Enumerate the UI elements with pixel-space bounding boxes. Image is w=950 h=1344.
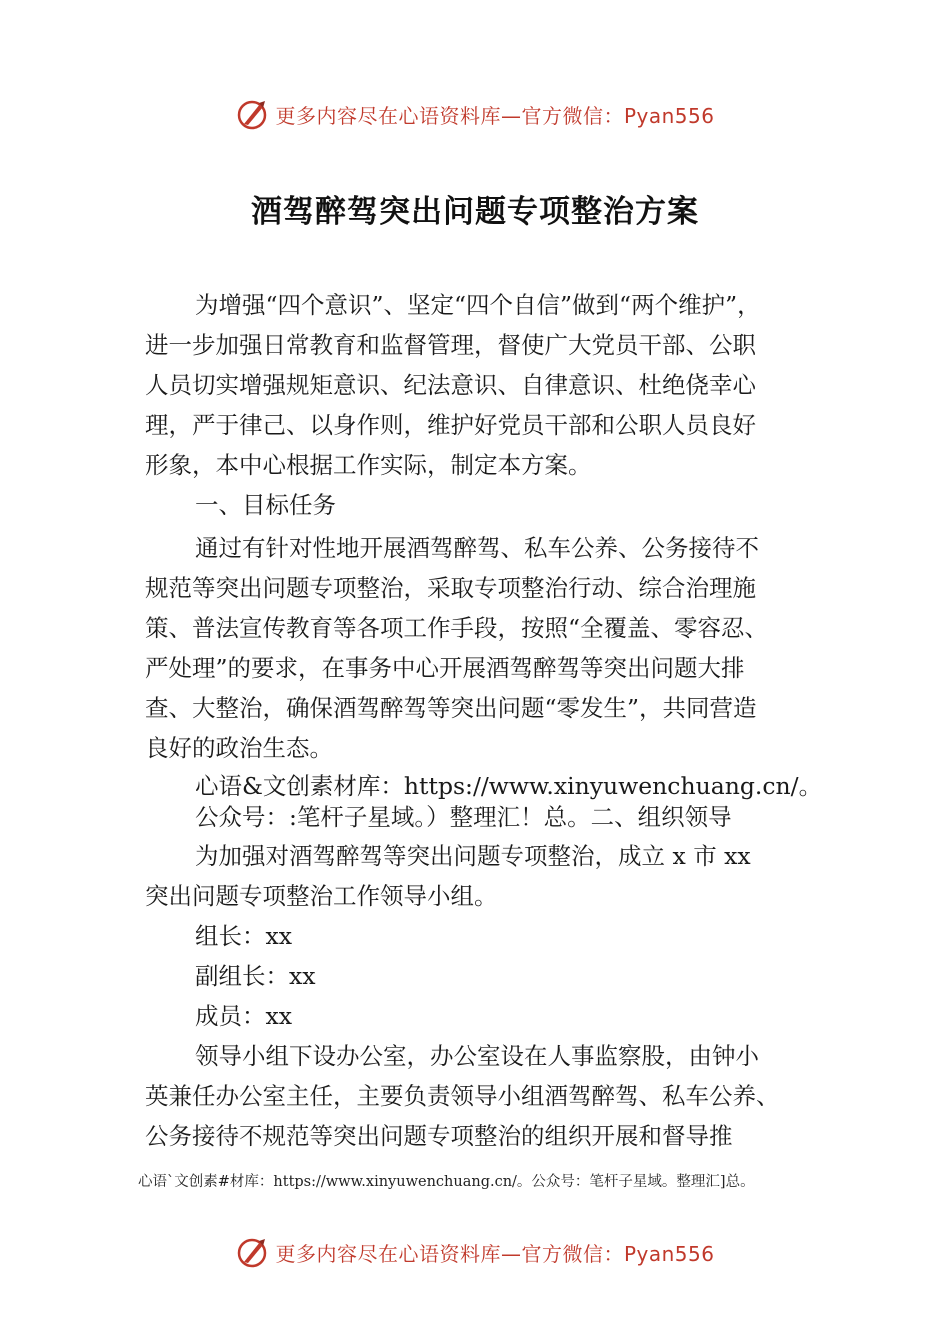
document-body (145, 285, 823, 1156)
paragraph-line: 领导小组下设办公室，办公室设在人事监察股，由钟小 (195, 1042, 759, 1070)
paragraph-line: 公务接待不规范等突出问题专项整治的组织开展和督导推 (145, 1122, 733, 1150)
member-line: 成员：xx (195, 1002, 293, 1030)
paragraph-line: 人员切实增强规矩意识、纪法意识、自律意识、杜绝侥幸心 (145, 371, 756, 399)
paragraph-line: 良好的政治生态。 (145, 734, 333, 762)
paragraph-line: 查、大整治，确保酒驾醉驾等突出问题“零发生”，共同营造 (145, 694, 757, 722)
paragraph-line: 策、普法宣传教育等各项工作手段，按照“全覆盖、零容忍、 (145, 614, 769, 642)
document-title: 酒驾醉驾突出问题专项整治方案 (251, 194, 699, 230)
paragraph-line: 英兼任办公室主任，主要负责领导小组酒驾醉驾、私车公养、 (145, 1082, 780, 1110)
member-line: 组长：xx (195, 922, 293, 950)
member-line: 副组长：xx (195, 962, 316, 990)
quill-logo-icon (235, 1235, 269, 1269)
watermark-line: 心语&文创素材库：https://www.xinyuwenchuang.cn/。 (195, 772, 823, 800)
paragraph-line: 规范等突出问题专项整治，采取专项整治行动、综合治理施 (145, 574, 756, 602)
paragraph-line: 形象，本中心根据工作实际，制定本方案。 (145, 451, 592, 479)
paragraph-line: 严处理”的要求，在事务中心开展酒驾醉驾等突出问题大排 (145, 654, 745, 682)
footer-watermark: 心语`文创素#材库：https://www.xinyuwenchuang.cn/。公众号：笔杆子星域。整理汇]总。 (138, 1174, 755, 1190)
header-banner (0, 94, 950, 134)
paragraph-line: 进一步加强日常教育和监督管理，督使广大党员干部、公职 (145, 331, 756, 359)
paragraph-line: 突出问题专项整治工作领导小组。 (145, 882, 498, 910)
section-heading: 一、目标任务 (195, 491, 336, 519)
paragraph-line: 通过有针对性地开展酒驾醉驾、私车公养、公务接待不 (195, 534, 759, 562)
paragraph-line: 为增强“四个意识”、坚定“四个自信”做到“两个维护”， (195, 291, 761, 319)
footer-banner (0, 1232, 950, 1272)
paragraph-line: 理，严于律己、以身作则，维护好党员干部和公职人员良好 (145, 411, 756, 439)
watermark-line: 公众号：:笔杆子星域。）整理汇！总。二、组织领导 (195, 803, 732, 831)
paragraph-line: 为加强对酒驾醉驾等突出问题专项整治，成立 x 市 xx (195, 842, 751, 870)
quill-logo-icon (235, 97, 269, 131)
banner-text: 更多内容尽在心语资料库—官方微信：Pyan556 (275, 1241, 715, 1266)
banner-text: 更多内容尽在心语资料库—官方微信：Pyan556 (275, 103, 715, 128)
